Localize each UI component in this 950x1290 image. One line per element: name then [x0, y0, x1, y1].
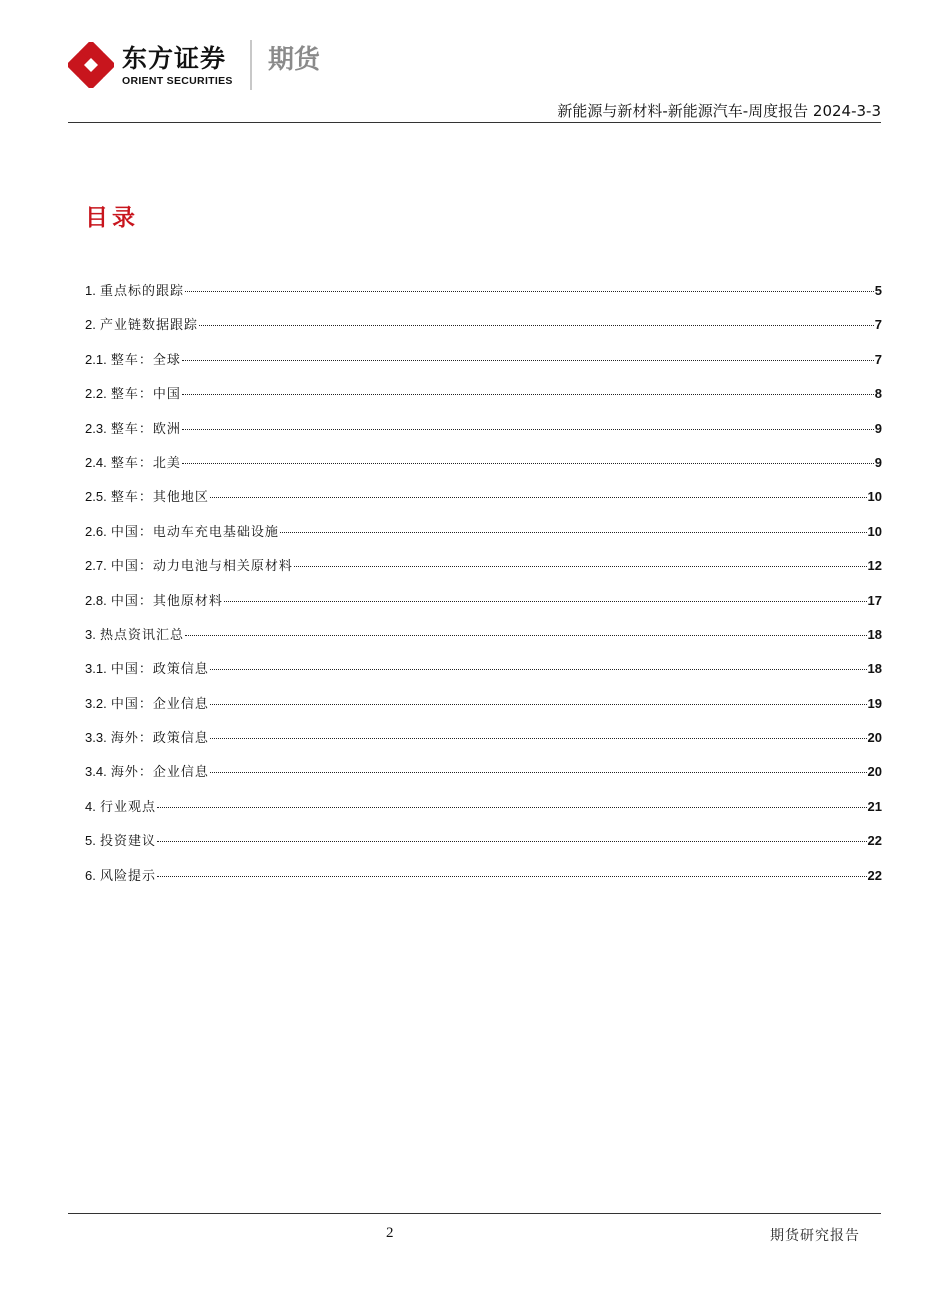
toc-entry[interactable]: [85, 521, 882, 555]
toc-entry-label: 海外：企业信息: [110, 765, 209, 781]
toc-dot-leader: [182, 429, 874, 430]
toc-entry-number: 3.1.: [85, 661, 107, 677]
toc-entry[interactable]: [85, 727, 882, 761]
toc-dot-leader: [182, 394, 874, 395]
toc-entry-number: 2.6.: [85, 523, 107, 539]
toc-entry-label: 海外：政策信息: [110, 731, 209, 747]
toc-dot-leader: [280, 532, 867, 533]
toc-entry-page: 10: [867, 523, 882, 539]
toc-entry[interactable]: [85, 658, 882, 692]
toc-entry-label: 中国：政策信息: [110, 662, 209, 678]
toc-entry[interactable]: [85, 865, 882, 899]
toc-entry-page: 18: [867, 661, 882, 677]
toc-entry-page: 9: [874, 454, 882, 470]
toc-entry-number: 1.: [85, 283, 96, 298]
toc-entry[interactable]: [85, 830, 882, 864]
toc-entry-label: 整车：其他地区: [110, 490, 209, 506]
toc-entry-label: 产业链数据跟踪: [99, 318, 198, 334]
footer-label: 期货研究报告: [770, 1228, 860, 1244]
toc-dot-leader: [210, 497, 867, 498]
toc-dot-leader: [224, 601, 867, 602]
footer-divider: [68, 1213, 881, 1214]
header-divider: [68, 122, 881, 123]
toc-entry-page: 7: [874, 317, 882, 333]
toc-dot-leader: [294, 566, 867, 567]
toc-entry-page: 5: [874, 283, 882, 298]
toc-dot-leader: [182, 463, 874, 464]
toc-dot-leader: [182, 360, 874, 361]
toc-entry-number: 2.8.: [85, 592, 107, 608]
page-header: [68, 38, 881, 124]
toc-entry-page: 8: [874, 386, 882, 402]
toc-heading: 目录: [85, 205, 139, 231]
logo-divider: [250, 40, 252, 90]
toc-entry-label: 整车：北美: [110, 455, 181, 471]
toc-dot-leader: [210, 669, 867, 670]
toc-entry-page: 10: [867, 489, 882, 505]
page-number: 2: [386, 1225, 394, 1241]
toc-entry-label: 中国：企业信息: [110, 696, 209, 712]
toc-dot-leader: [210, 772, 867, 773]
toc-entry-number: 2.3.: [85, 420, 107, 436]
toc-entry[interactable]: [85, 314, 882, 348]
toc-entry-number: 5.: [85, 833, 96, 849]
toc-entry-number: 3.3.: [85, 730, 107, 746]
toc-entry-page: 20: [867, 764, 882, 780]
toc-entry-page: 19: [867, 695, 882, 711]
toc-entry-page: 18: [867, 626, 882, 642]
toc-dot-leader: [157, 876, 867, 877]
toc-entry-number: 3.4.: [85, 764, 107, 780]
toc-entry[interactable]: [85, 349, 882, 383]
toc-dot-leader: [210, 704, 867, 705]
toc-entry-label: 整车：中国: [110, 387, 181, 403]
toc-entry[interactable]: [85, 590, 882, 624]
orient-logo-icon: [68, 42, 114, 88]
toc-entry[interactable]: [85, 693, 882, 727]
toc-entry-label: 热点资讯汇总: [99, 627, 184, 643]
toc-entry[interactable]: [85, 555, 882, 589]
toc-entry[interactable]: [85, 761, 882, 795]
logo-chinese-name: 东方证券: [122, 44, 227, 73]
toc-entry-label: 重点标的跟踪: [99, 284, 184, 299]
toc-entry-number: 3.2.: [85, 695, 107, 711]
toc-entry-label: 中国：电动车充电基础设施: [110, 524, 279, 540]
toc-entry-page: 20: [867, 730, 882, 746]
toc-entry[interactable]: [85, 486, 882, 520]
toc-entry-page: 22: [867, 867, 882, 883]
toc-entry-page: 9: [874, 420, 882, 436]
toc-entry[interactable]: [85, 624, 882, 658]
toc-entry[interactable]: [85, 280, 882, 314]
toc-entry-number: 2.1.: [85, 351, 107, 367]
toc-entry-label: 整车：欧洲: [110, 421, 181, 437]
toc-entry-page: 21: [867, 798, 882, 814]
toc-entry-label: 投资建议: [99, 834, 156, 850]
toc-entry-label: 整车：全球: [110, 352, 181, 368]
toc-entry-number: 2.: [85, 317, 96, 333]
toc-dot-leader: [185, 635, 867, 636]
toc-dot-leader: [199, 325, 874, 326]
toc-entry-number: 3.: [85, 626, 96, 642]
toc-entry-number: 4.: [85, 798, 96, 814]
toc-entry-number: 2.5.: [85, 489, 107, 505]
toc-entry-label: 风险提示: [99, 868, 156, 884]
logo-futures: 期货: [268, 45, 321, 75]
logo-english-name: ORIENT SECURITIES: [122, 75, 233, 87]
toc-dot-leader: [210, 738, 867, 739]
toc-entry-number: 2.4.: [85, 454, 107, 470]
toc-entry-label: 中国：其他原材料: [110, 593, 223, 609]
toc-dot-leader: [157, 841, 867, 842]
toc-entry[interactable]: [85, 452, 882, 486]
toc-entry-page: 17: [867, 592, 882, 608]
toc-entry-number: 6.: [85, 867, 96, 883]
toc-entry-page: 7: [874, 351, 882, 367]
table-of-contents: [85, 280, 882, 899]
report-title: 新能源与新材料-新能源汽车-周度报告 2024-3-3: [557, 102, 881, 120]
toc-entry-page: 12: [867, 558, 882, 574]
toc-entry[interactable]: [85, 418, 882, 452]
toc-dot-leader: [185, 291, 874, 292]
toc-dot-leader: [157, 807, 867, 808]
toc-entry-label: 中国：动力电池与相关原材料: [110, 559, 293, 575]
toc-entry[interactable]: [85, 383, 882, 417]
toc-entry[interactable]: [85, 796, 882, 830]
toc-entry-label: 行业观点: [99, 799, 156, 815]
toc-entry-number: 2.2.: [85, 386, 107, 402]
toc-entry-number: 2.7.: [85, 558, 107, 574]
toc-entry-page: 22: [867, 833, 882, 849]
